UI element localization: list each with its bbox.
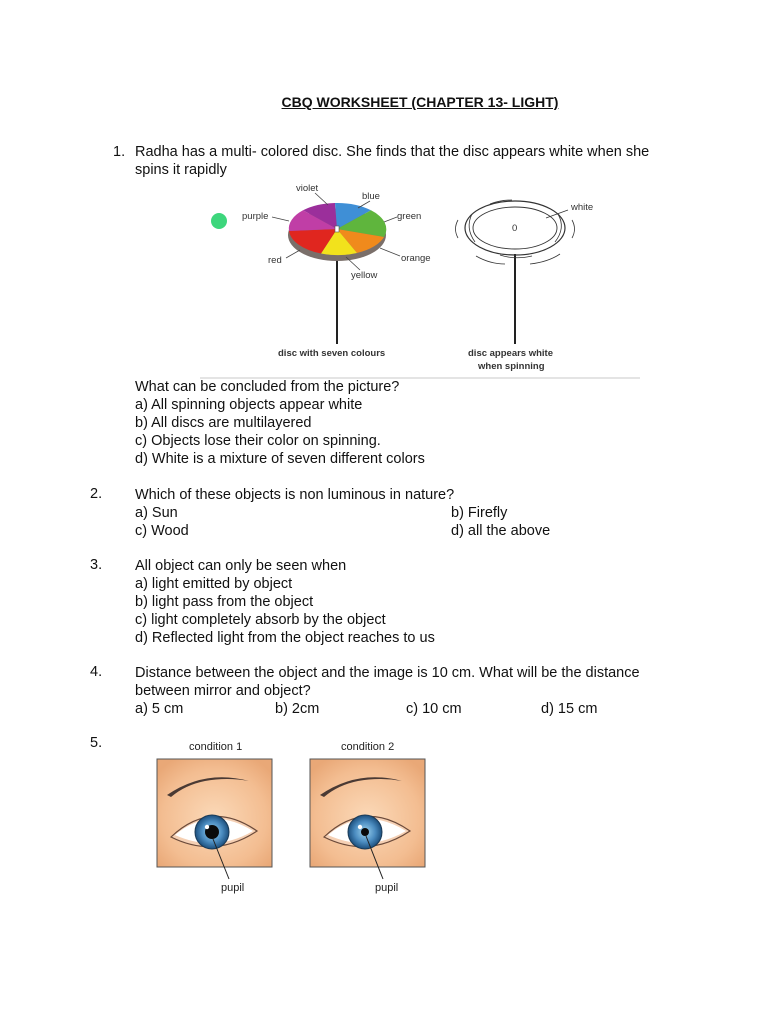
q5-eye-figure <box>145 733 430 898</box>
q3-number: 3. <box>90 557 103 573</box>
pupil-label-1: pupil <box>221 882 245 894</box>
q3-option-c: c) light completely absorb by the object <box>135 612 386 628</box>
label-white: white <box>571 202 594 213</box>
label-orange: orange <box>401 253 431 264</box>
q2-option-a: a) Sun <box>135 505 178 521</box>
label-blue: blue <box>362 191 380 202</box>
white-disc-center-mark: 0 <box>512 223 518 234</box>
color-disc <box>288 203 386 261</box>
label-purple: purple <box>242 211 269 222</box>
q3-option-d: d) Reflected light from the object reaches to us <box>135 630 435 646</box>
q1-disc-figure <box>200 176 640 380</box>
label-green: green <box>397 211 422 222</box>
caption-right-line1: disc appears white <box>468 348 554 359</box>
q1-text-line2: spins it rapidly <box>135 162 227 178</box>
eye-condition-1 <box>157 759 272 879</box>
label-red: red <box>268 255 282 266</box>
q3-option-b: b) light pass from the object <box>135 594 314 610</box>
q5-number: 5. <box>90 735 103 751</box>
q4-option-b: b) 2cm <box>275 701 320 717</box>
label-violet: violet <box>296 183 319 194</box>
condition-2-label: condition 2 <box>341 741 395 753</box>
q1-text-line1: Radha has a multi- colored disc. She finds that the disc appears white when she <box>135 144 650 160</box>
pupil-tiny-icon <box>361 828 369 836</box>
q1-option-d: d) White is a mixture of seven different colors <box>135 451 425 467</box>
q2-option-d: d) all the above <box>451 523 551 539</box>
q4-option-c: c) 10 cm <box>406 701 462 717</box>
caption-right-line2: when spinning <box>478 361 545 372</box>
caption-left: disc with seven colours <box>278 348 386 359</box>
q4-option-d: d) 15 cm <box>541 701 598 717</box>
q4-option-a: a) 5 cm <box>135 701 184 717</box>
q1-option-a: a) All spinning objects appear white <box>135 397 363 413</box>
page-title: CBQ WORKSHEET (CHAPTER 13- LIGHT) <box>281 94 559 110</box>
q4-number: 4. <box>90 664 103 680</box>
q2-option-b: b) Firefly <box>451 505 508 521</box>
q2-number: 2. <box>90 486 103 502</box>
q1-option-b: b) All discs are multilayered <box>135 415 312 431</box>
condition-1-label: condition 1 <box>189 741 243 753</box>
label-yellow: yellow <box>351 270 378 281</box>
q4-text-line1: Distance between the object and the image is 10 cm. What will be the distance <box>135 665 640 681</box>
q1-option-c: c) Objects lose their color on spinning. <box>135 433 381 449</box>
q4-text-line2: between mirror and object? <box>135 683 311 699</box>
q2-text: Which of these objects is non luminous in nature? <box>135 487 455 503</box>
pupil-label-2: pupil <box>375 882 399 894</box>
q1-number: 1. <box>113 144 126 160</box>
q1-question: What can be concluded from the picture? <box>135 379 400 395</box>
eye-condition-2 <box>310 759 425 879</box>
q3-text: All object can only be seen when <box>135 558 347 574</box>
q2-option-c: c) Wood <box>135 523 189 539</box>
green-dot <box>211 213 227 229</box>
q3-option-a: a) light emitted by object <box>135 576 293 592</box>
